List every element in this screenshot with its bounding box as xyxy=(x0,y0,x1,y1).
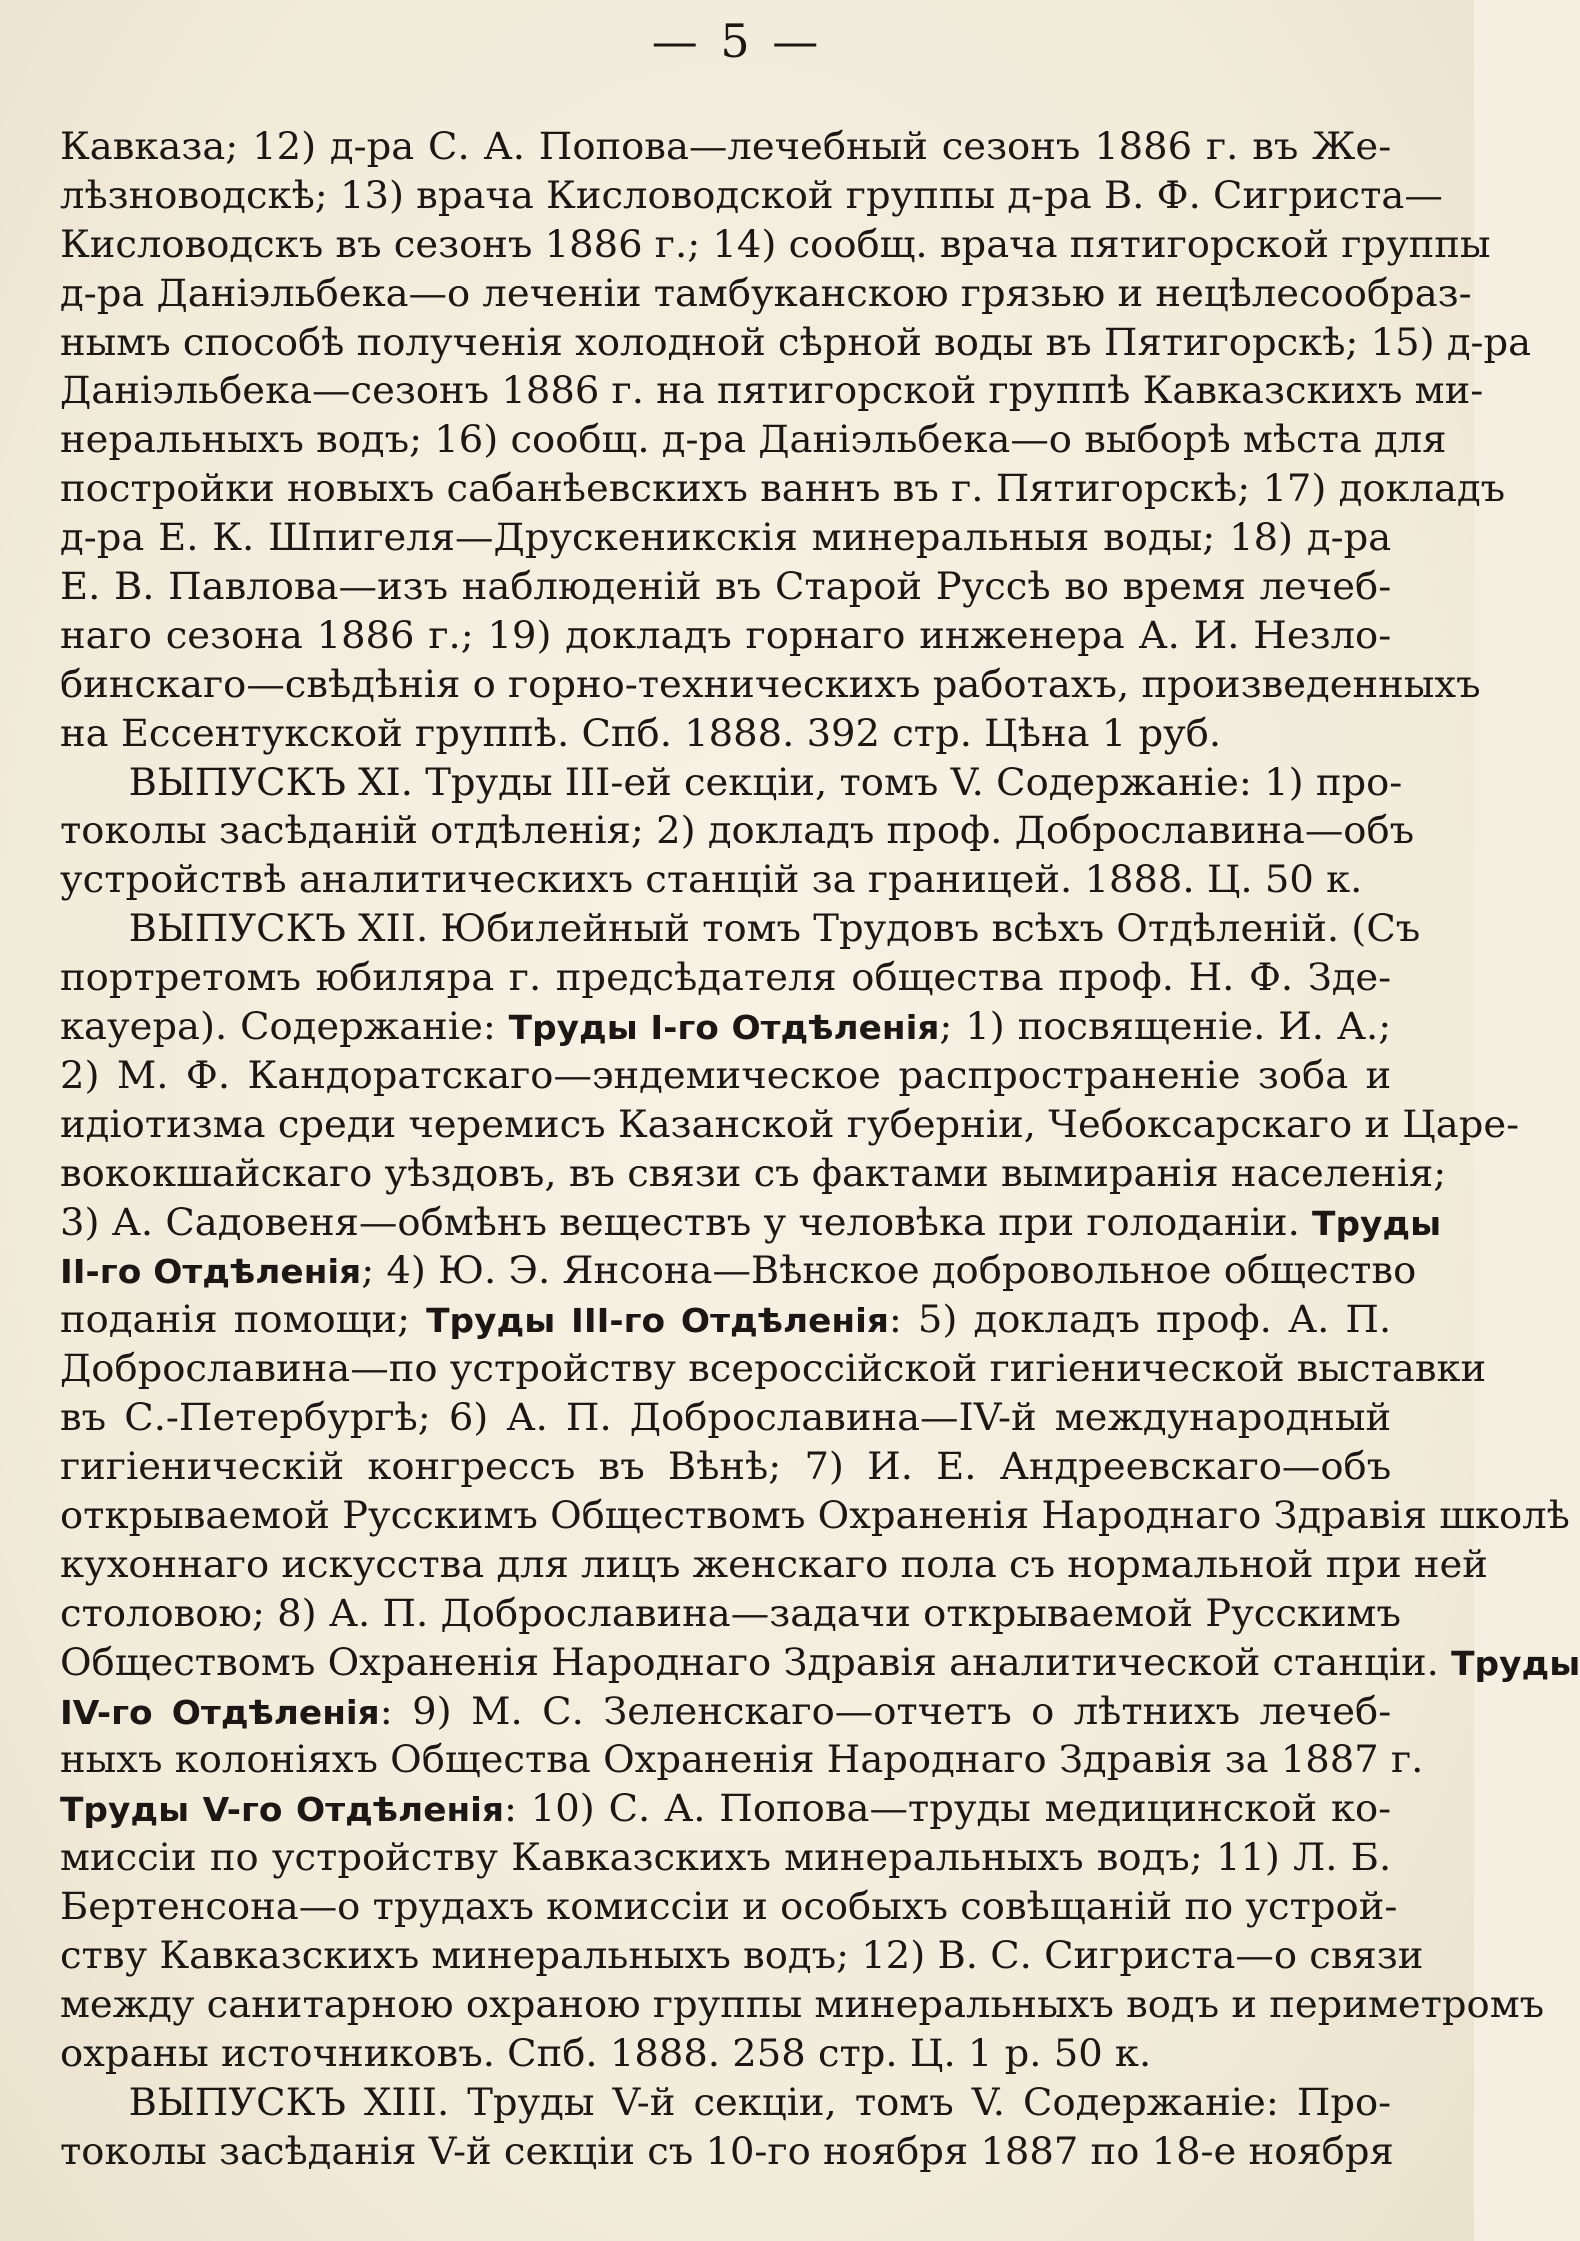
text-run: : 5) докладъ проф. А. П. xyxy=(888,1298,1392,1342)
text-line: охраны источниковъ. Спб. 1888. 258 стр. Ц. 1 р. 50 к. xyxy=(60,2031,1152,2075)
text-line: 2) М. Ф. Кандоратскаго—эндемическое распространеніе зоба и xyxy=(60,1053,1392,1097)
section-heading: IV-го Отдѣленія xyxy=(60,1692,380,1732)
text-line xyxy=(60,1247,1417,1296)
text-line: наго сезона 1886 г.; 19) докладъ горнаго инженера А. И. Незло- xyxy=(60,613,1392,657)
body-text xyxy=(60,123,1580,2176)
text-line: въ С.-Петербургѣ; 6) А. П. Доброславина—IV-й международный xyxy=(60,1396,1392,1440)
text-line: вококшайскаго уѣздовъ, въ связи съ фактами вымиранія населенія; xyxy=(60,1151,1447,1195)
text-line: Доброславина—по устройству всероссійской гигіенической выставки xyxy=(60,1347,1487,1391)
text-line: токолы засѣданія V-й секціи съ 10-го ноября 1887 по 18-е ноября xyxy=(60,2129,1394,2173)
text-line: неральныхъ водъ; 16) сообщ. д-ра Даніэльбека—о выборѣ мѣста для xyxy=(60,418,1447,462)
text-run: кауера). Содержаніе: xyxy=(60,1005,509,1049)
text-line: ству Кавказскихъ минеральныхъ водъ; 12) В. С. Сигриста—о связи xyxy=(60,1933,1424,1977)
text-line: открываемой Русскимъ Обществомъ Охраненія Народнаго Здравія школѣ xyxy=(60,1493,1570,1537)
text-line: лѣзноводскѣ; 13) врача Кисловодской группы д-ра В. Ф. Сигриста— xyxy=(60,173,1443,217)
text-line: столовою; 8) А. П. Доброславина—задачи открываемой Русскимъ xyxy=(60,1591,1401,1635)
section-heading: Труды xyxy=(1312,1203,1442,1243)
text-run: ; 1) посвященіе. И. А.; xyxy=(939,1005,1392,1049)
text-line: Даніэльбека—сезонъ 1886 г. на пятигорской группѣ Кавказскихъ ми- xyxy=(60,369,1484,413)
text-run: ; 4) Ю. Э. Янсона—Вѣнское добровольное общество xyxy=(361,1249,1417,1293)
text-run: : 10) С. А. Попова—труды медицинской ко- xyxy=(503,1787,1392,1831)
text-line: ныхъ колоніяхъ Общества Охраненія Народнаго Здравія за 1887 г. xyxy=(60,1738,1424,1782)
text-line: миссіи по устройству Кавказскихъ минеральныхъ водъ; 11) Л. Б. xyxy=(60,1836,1392,1880)
section-heading: Труды I-го Отдѣленія xyxy=(508,1008,940,1048)
text-line: портретомъ юбиляра г. предсѣдателя общества проф. Н. Ф. Зде- xyxy=(60,956,1392,1000)
text-line xyxy=(60,1639,1580,1688)
text-line: д-ра Е. К. Шпигеля—Друскеникскія минеральныя воды; 18) д-ра xyxy=(60,516,1392,560)
text-line: идіотизма среди черемисъ Казанской губерніи, Чебоксарскаго и Царе- xyxy=(60,1102,1520,1146)
text-run: 3) А. Садовеня—обмѣнъ веществъ у человѣка при голоданіи. xyxy=(60,1200,1313,1244)
text-line: постройки новыхъ сабанѣевскихъ ваннъ въ г. Пятигорскѣ; 17) докладъ xyxy=(60,467,1506,511)
text-line xyxy=(60,1296,1391,1345)
text-line: гигіеническій конгрессъ въ Вѣнѣ; 7) И. Е. Андреевскаго—объ xyxy=(60,1445,1392,1489)
text-line: нымъ способѣ полученія холодной сѣрной воды въ Пятигорскѣ; 15) д-ра xyxy=(60,320,1532,364)
text-line xyxy=(60,1199,1442,1248)
text-line: на Ессентукской группѣ. Спб. 1888. 392 стр. Цѣна 1 руб. xyxy=(60,711,1222,755)
text-line xyxy=(60,1003,1391,1052)
text-run: Обществомъ Охраненія Народнаго Здравія аналитической станціи. xyxy=(60,1640,1452,1684)
text-line xyxy=(60,1785,1391,1834)
text-line: Бертенсона—о трудахъ комиссіи и особыхъ совѣщаній по устрой- xyxy=(60,1885,1398,1929)
section-heading: Труды III-го Отдѣленія xyxy=(426,1301,889,1341)
text-line: бинскаго—свѣдѣнія о горно-техническихъ работахъ, произведенныхъ xyxy=(60,662,1481,706)
text-line: токолы засѣданій отдѣленія; 2) докладъ проф. Доброславина—объ xyxy=(60,809,1415,853)
text-line: Кисловодскъ въ сезонъ 1886 г.; 14) сообщ. врача пятигорской группы xyxy=(60,222,1491,266)
text-line: устройствѣ аналитическихъ станцій за границей. 1888. Ц. 50 к. xyxy=(60,858,1363,902)
text-line: кухоннаго искусства для лицъ женскаго пола съ нормальной при ней xyxy=(60,1542,1488,1586)
section-heading: Труды xyxy=(1451,1643,1580,1683)
issue-xii-heading-line: ВЫПУСКЪ XII. Юбилейный томъ Трудовъ всѣхъ Отдѣленій. (Съ xyxy=(128,907,1421,951)
text-line xyxy=(60,1688,1391,1737)
text-run: поданія помощи; xyxy=(60,1298,427,1342)
text-line: между санитарною охраною группы минеральныхъ водъ и периметромъ xyxy=(60,1982,1545,2026)
issue-xi-heading-line: ВЫПУСКЪ XI. Труды III-ей секціи, томъ V. Содержаніе: 1) про- xyxy=(128,760,1403,804)
text-line: Кавказа; 12) д-ра С. А. Попова—лечебный сезонъ 1886 г. въ Же- xyxy=(60,125,1392,168)
section-heading: II-го Отдѣленія xyxy=(60,1252,362,1292)
text-line: Е. В. Павлова—изъ наблюденій въ Старой Руссѣ во время лечеб- xyxy=(60,565,1392,609)
issue-xiii-heading-line: ВЫПУСКЪ XIII. Труды V-й секціи, томъ V. Содержаніе: Про- xyxy=(128,2080,1392,2124)
text-line: д-ра Даніэльбека—о леченіи тамбуканскою грязью и нецѣлесообраз- xyxy=(60,271,1472,315)
page-number: — 5 — xyxy=(651,14,823,68)
text-run: : 9) М. С. Зеленскаго—отчетъ о лѣтнихъ лечеб- xyxy=(379,1689,1392,1733)
section-heading: Труды V-го Отдѣленія xyxy=(60,1790,504,1830)
